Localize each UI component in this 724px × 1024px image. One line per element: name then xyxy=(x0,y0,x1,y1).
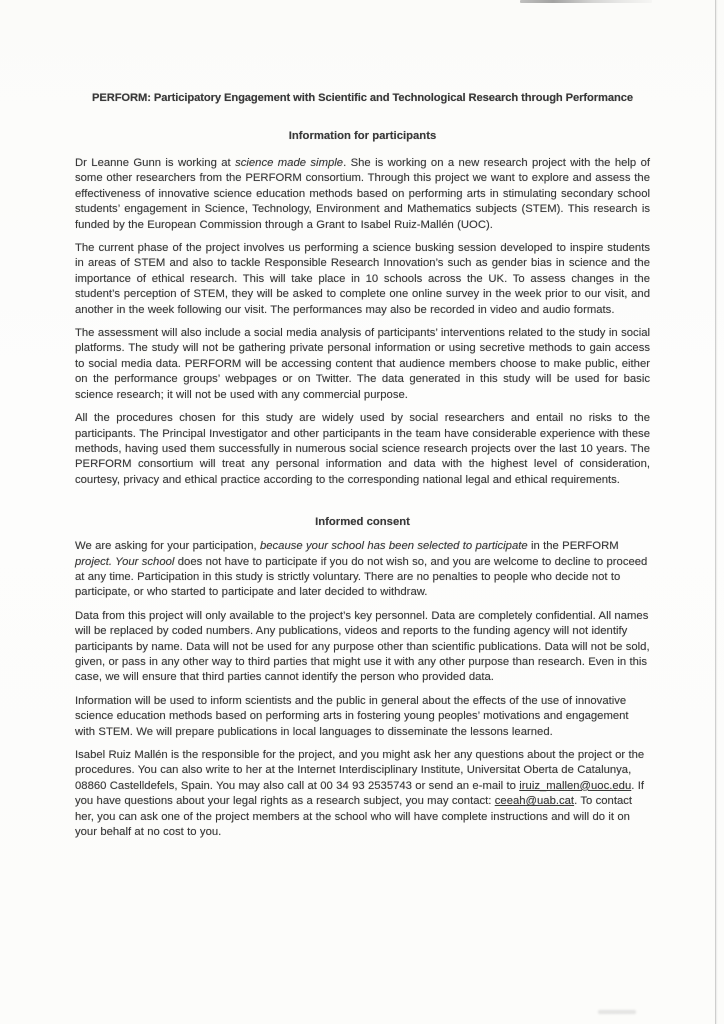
text-run: The assessment will also include a social media analysis of participants’ interventions related to the study in social platforms. The study will not be gathering private personal information or using secretive methods to gain access to social media data. PERFORM will be accessing content that audience members choose to make public, either on the performance groups’ webpages or on Twitter. The data generated in this study will be used for basic science research; it will not be used with any commercial purpose. xyxy=(75,327,650,401)
paragraph-project-introduction xyxy=(75,156,650,233)
text-run: does not have to participate if you do not wish so, and you are welcome to decline to proceed at any time. Participation in this study is strictly voluntary. There are no penalties to people who decide not to participate, or who started to participate and later decided to withdraw. xyxy=(75,555,648,599)
text-run: Dr Leanne Gunn is working at xyxy=(75,157,236,169)
email-link-iruiz-mallen: iruiz_mallen@uoc.edu xyxy=(519,779,632,792)
text-run: . To contact her, you can ask one of the project members at the school who will have complete instructions and will do it on your behalf at no cost to you. xyxy=(75,795,633,839)
text-run: in the PERFORM xyxy=(527,540,619,553)
text-run: . If you have questions about your legal rights as a research subject, you may contact: xyxy=(75,779,644,808)
text-run: because your school has been selected to participate xyxy=(259,540,528,553)
scan-artifact-bottom-smudge xyxy=(598,1010,636,1014)
organisation-name-italic: science made simple xyxy=(235,157,344,169)
paragraph-contact-details xyxy=(75,748,650,840)
paragraph-social-media-assessment xyxy=(75,326,650,403)
text-run: The current phase of the project involves us performing a science busking session developed to inspire students in areas of STEM and also to tackle Responsible Research Innovation’s such as gender bias in science and the importance of ethical research. This will take place in 10 schools across the UK. To assess changes in the student’s perception of STEM, they will be asked to complete one online survey in the week prior to our visit, and another in the week following our visit. The performances may also be recorded in video and audio formats. xyxy=(75,242,650,316)
section-heading-informed-consent: Informed consent xyxy=(315,516,410,529)
paragraph-current-phase xyxy=(75,241,650,318)
text-run: Isabel Ruiz Mallén is the responsible for the project, and you might ask her any questions about the project or the procedures. You can also write to her at the Internet Interdisciplinary Institute, Universitat Oberta de Catalunya, 08860 Castelldefels, Spain. You may also call at 00 34 93 2535743 or send an e-mail to xyxy=(75,749,645,792)
paragraph-data-confidentiality xyxy=(75,609,650,686)
paragraph-information-use xyxy=(75,694,650,740)
paragraph-voluntary-participation xyxy=(75,539,650,601)
text-run: . She is working on a new research project with the help of some other researchers from the PERFORM consortium. Through this project we want to explore and assess the effectiveness of innovative science education methods based on performing arts in stimulating secondary school students’ engagement in Science, Technology, Environment and Mathematics subjects (STEM). This research is funded by the European Commission through a Grant to Isabel Ruiz-Mallén (UOC). xyxy=(75,157,650,231)
text-run: All the procedures chosen for this study are widely used by social researchers and entail no risks to the participants. The Principal Investigator and other participants in the team have considerable experience with these methods, having used them successfully in numerous social science research projects over the last 10 years. The PERFORM consortium will treat any personal information and data with the highest level of consideration, courtesy, privacy and ethical practice according to the corresponding national legal and ethical requirements. xyxy=(75,412,650,486)
document-title: PERFORM: Participatory Engagement with Scientific and Technological Research through Performance xyxy=(92,92,633,104)
text-run: project. Your school xyxy=(75,555,175,568)
email-link-ceeah: ceeah@uab.cat xyxy=(494,795,575,808)
paragraph-procedures-and-ethics xyxy=(75,411,650,488)
section-heading-information-for-participants: Information for participants xyxy=(288,130,437,142)
text-run: Information will be used to inform scientists and the public in general about the effects of the use of innovative science education methods based on performing arts in fostering young peoples’ motivations and engagement with STEM. We will prepare publications in local languages to disseminate the lessons learned. xyxy=(75,694,629,738)
text-run: We are asking for your participation, xyxy=(75,540,260,553)
text-run: Data from this project will only available to the project’s key personnel. Data are completely confidential. All names will be replaced by coded numbers. Any publications, videos and reports to the funding agency will not identify participants by name. Data will not be used for any purpose other than scientific publications. Data will not be sold, given, or pass in any other way to third parties that might use it with any other purpose than research. Even in this case, we will ensure that third parties cannot identify the person who provided data. xyxy=(75,609,650,684)
